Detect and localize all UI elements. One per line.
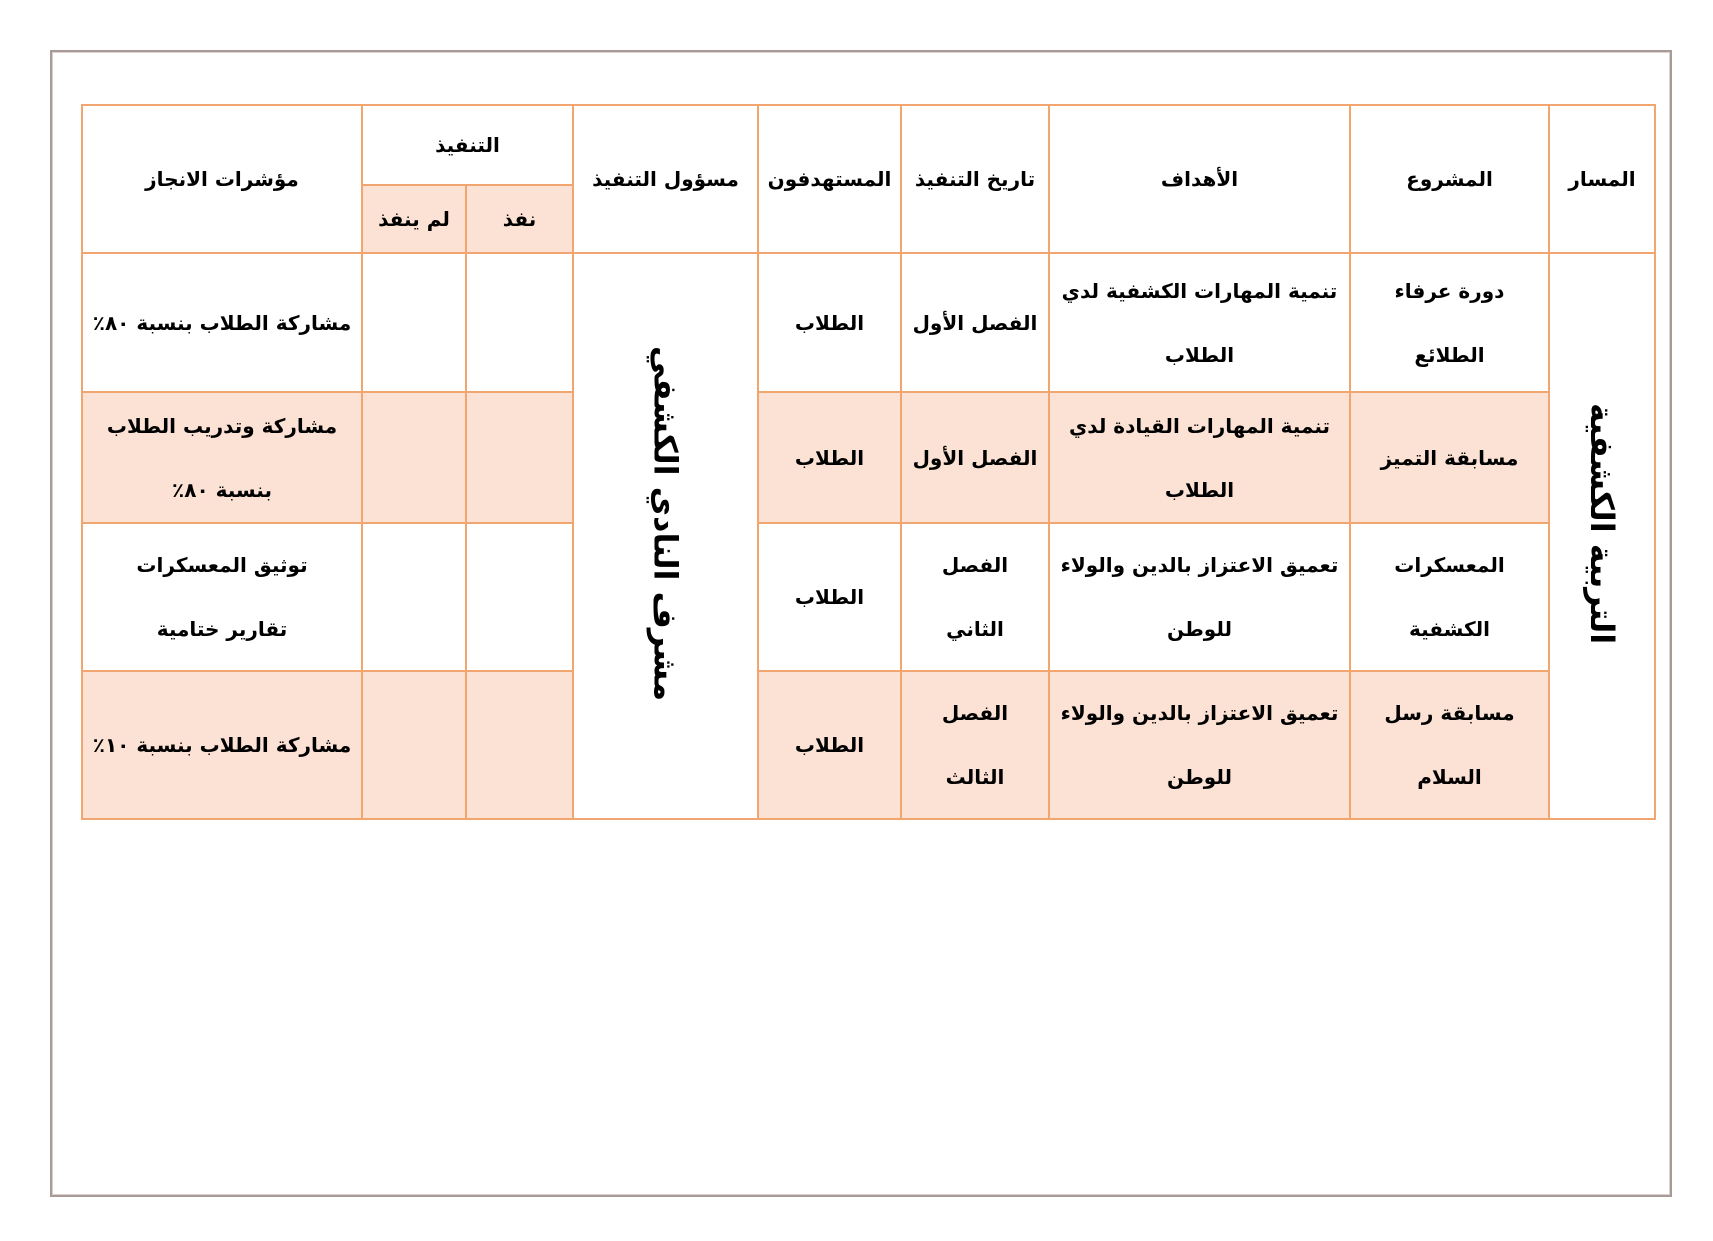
goal-line: الطلاب: [1164, 477, 1235, 502]
target-cell: الطلاب: [758, 392, 901, 523]
goal-cell: [1049, 253, 1350, 392]
indicator-cell: [82, 671, 362, 819]
header-project: المشروع: [1350, 105, 1549, 253]
track-cell: [1549, 253, 1655, 819]
responsible-value: مشرف النادي الكشفي: [646, 345, 685, 702]
target-cell: الطلاب: [758, 671, 901, 819]
goal-line: تنمية المهارات القيادة لدي: [1068, 413, 1331, 438]
indicator-line: مشاركة الطلاب بنسبة ٨٠٪: [92, 310, 352, 335]
goal-line: للوطن: [1166, 765, 1233, 789]
indicator-line: بنسبة ٨٠٪: [172, 477, 272, 502]
goal-cell: [1049, 671, 1350, 819]
header-indicators: مؤشرات الانجاز: [82, 105, 362, 253]
indicator-line: مشاركة وتدريب الطلاب: [106, 413, 338, 438]
header-goals: الأهداف: [1049, 105, 1350, 253]
date-cell: الفصل الثاني: [901, 523, 1049, 671]
target-cell: الطلاب: [758, 253, 901, 392]
date-cell: الفصل الثالث: [901, 671, 1049, 819]
project-cell: مسابقة التميز: [1350, 392, 1549, 523]
indicator-line: مشاركة الطلاب بنسبة ١٠٪: [92, 733, 352, 757]
table-row: [82, 523, 1655, 671]
date-cell: الفصل الأول: [901, 392, 1049, 523]
date-cell: الفصل الأول: [901, 253, 1049, 392]
not-done-cell: [362, 253, 466, 392]
indicator-cell: [82, 523, 362, 671]
table-row: [82, 671, 1655, 819]
done-cell: [466, 253, 573, 392]
not-done-cell: [362, 671, 466, 819]
table-row: [82, 392, 1655, 523]
not-done-cell: [362, 392, 466, 523]
done-cell: [466, 671, 573, 819]
goal-cell: [1049, 523, 1350, 671]
indicator-line: توثيق المعسكرات: [136, 553, 308, 577]
header-date: تاريخ التنفيذ: [901, 105, 1049, 253]
scout-plan-table: [81, 104, 1656, 820]
goal-line: تعميق الاعتزاز بالدين والولاء: [1060, 701, 1339, 725]
goal-line: للوطن: [1166, 617, 1233, 641]
header-track: المسار: [1549, 105, 1655, 253]
header-target: المستهدفون: [758, 105, 901, 253]
header-done: نفذ: [466, 185, 573, 253]
goal-cell: [1049, 392, 1350, 523]
not-done-cell: [362, 523, 466, 671]
done-cell: [466, 523, 573, 671]
target-cell: الطلاب: [758, 523, 901, 671]
project-cell: المعسكرات الكشفية: [1350, 523, 1549, 671]
project-cell: مسابقة رسل السلام: [1350, 671, 1549, 819]
header-responsible: مسؤول التنفيذ: [573, 105, 758, 253]
responsible-cell: [573, 253, 758, 819]
header-execution: التنفيذ: [362, 105, 573, 185]
track-value: التربية الكشفية: [1583, 402, 1621, 645]
header-not-done: لم ينفذ: [362, 185, 466, 253]
indicator-cell: [82, 253, 362, 392]
table-row: [82, 253, 1655, 392]
project-cell: دورة عرفاء الطلائع: [1350, 253, 1549, 392]
goal-line: تنمية المهارات الكشفية لدي: [1061, 278, 1338, 303]
indicator-cell: [82, 392, 362, 523]
goal-line: تعميق الاعتزاز بالدين والولاء: [1060, 553, 1339, 577]
indicator-line: تقارير ختامية: [156, 617, 288, 641]
done-cell: [466, 392, 573, 523]
goal-line: الطلاب: [1164, 342, 1235, 367]
